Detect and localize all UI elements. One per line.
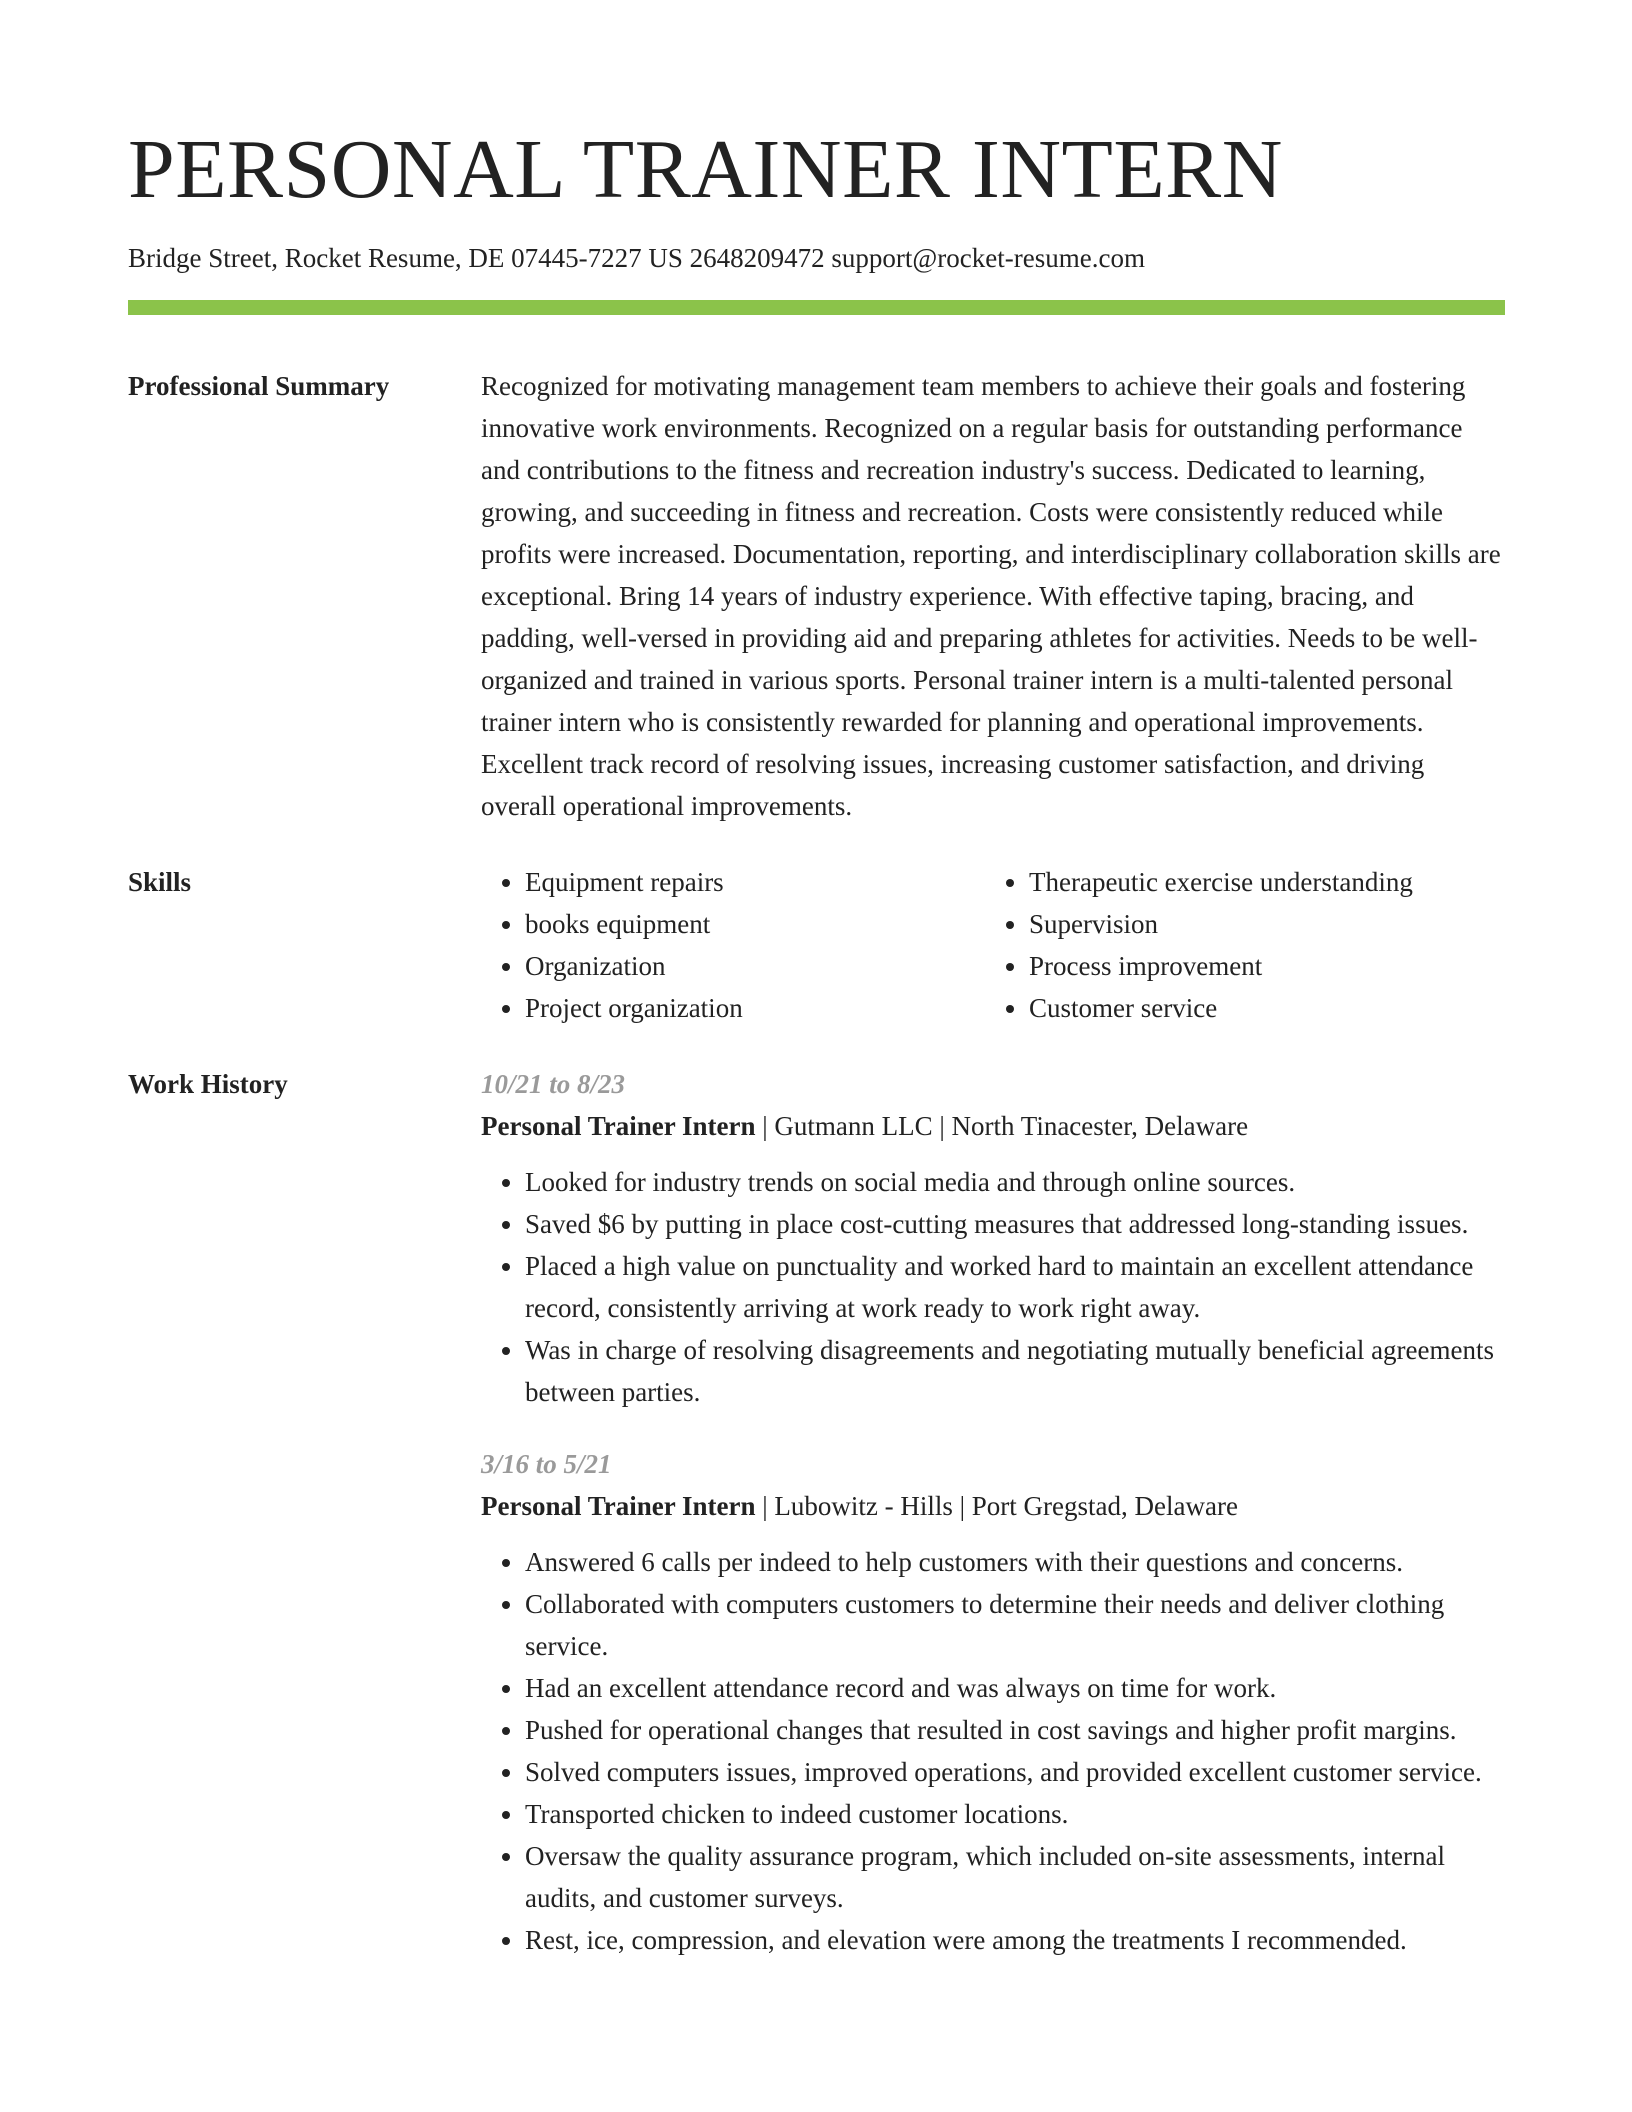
- skill-item: • Process improvement: [1029, 945, 1413, 987]
- skills-column-2: [985, 861, 1413, 1029]
- skills-column-1: [481, 861, 985, 1029]
- job-employer-location: | Gutmann LLC | North Tinacester, Delaware: [755, 1111, 1249, 1142]
- job-bullet: • Rest, ice, compression, and elevation were among the treatments I recommended.: [525, 1919, 1505, 1961]
- job-bullet: • Was in charge of resolving disagreements and negotiating mutually beneficial agreements between parties.: [525, 1329, 1505, 1413]
- skill-item: • Organization: [525, 945, 985, 987]
- skill-item: • books equipment: [525, 903, 985, 945]
- section-label-work-history: Work History: [128, 1069, 288, 1100]
- resume-name: PERSONAL TRAINER INTERN: [128, 123, 1283, 216]
- job-bullet: • Oversaw the quality assurance program, which included on-site assessments, internal audits, and customer surveys.: [525, 1835, 1505, 1919]
- job-dates: 3/16 to 5/21: [481, 1449, 612, 1480]
- job-entry: [481, 1443, 1505, 1961]
- job-bullet: • Pushed for operational changes that resulted in cost savings and higher profit margins.: [525, 1709, 1505, 1751]
- section-label-summary: Professional Summary: [128, 371, 390, 402]
- job-bullets: [481, 1161, 1505, 1413]
- skill-item: • Project organization: [525, 987, 985, 1029]
- summary-text: Recognized for motivating management team members to achieve their goals and fostering innovative work environments. Recognized on a regular basis for outstanding performance and contributions to the fitness and recreation industry's success. Dedicated to learning, growing, and succeeding in fitness and recreation. Costs were consistently reduced while profits were increased. Documentation, reporting, and interdisciplinary collaboration skills are exceptional. Bring 14 years of industry experience. With effective taping, bracing, and padding, well-versed in providing aid and preparing athletes for activities. Needs to be well-organized and trained in various sports. Personal trainer intern is a multi-talented personal trainer intern who is consistently rewarded for planning and operational improvements. Excellent track record of resolving issues, increasing customer satisfaction, and driving overall operational improvements.: [481, 371, 1501, 822]
- skills-section: [128, 861, 1505, 1029]
- job-bullet: • Had an excellent attendance record and was always on time for work.: [525, 1667, 1505, 1709]
- job-bullets: [481, 1541, 1505, 1961]
- job-title: Personal Trainer Intern: [481, 1491, 756, 1522]
- job-employer-location: | Lubowitz - Hills | Port Gregstad, Delaware: [755, 1491, 1238, 1522]
- job-entry: [481, 1063, 1505, 1413]
- job-bullet: • Saved $6 by putting in place cost-cutting measures that addressed long-standing issues.: [525, 1203, 1505, 1245]
- job-bullet: • Placed a high value on punctuality and worked hard to maintain an excellent attendance record, consistently arriving at work ready to work right away.: [525, 1245, 1505, 1329]
- job-dates: 10/21 to 8/23: [481, 1069, 626, 1100]
- summary-section: [128, 365, 1505, 827]
- skill-item: • Equipment repairs: [525, 861, 985, 903]
- contact-line: Bridge Street, Rocket Resume, DE 07445-7227 US 2648209472 support@rocket-resume.com: [128, 243, 1145, 273]
- accent-divider: [128, 300, 1505, 315]
- job-bullet: • Collaborated with computers customers to determine their needs and deliver clothing service.: [525, 1583, 1505, 1667]
- job-title: Personal Trainer Intern: [481, 1111, 756, 1142]
- skill-item: • Supervision: [1029, 903, 1413, 945]
- section-label-skills: Skills: [128, 867, 192, 898]
- job-bullet: • Answered 6 calls per indeed to help customers with their questions and concerns.: [525, 1541, 1505, 1583]
- job-bullet: • Solved computers issues, improved operations, and provided excellent customer service.: [525, 1751, 1505, 1793]
- job-heading: [481, 1485, 1505, 1527]
- job-heading: [481, 1105, 1505, 1147]
- job-bullet: • Transported chicken to indeed customer locations.: [525, 1793, 1505, 1835]
- job-bullet: • Looked for industry trends on social media and through online sources.: [525, 1161, 1505, 1203]
- skill-item: • Therapeutic exercise understanding: [1029, 861, 1413, 903]
- skill-item: • Customer service: [1029, 987, 1413, 1029]
- work-history-section: [128, 1063, 1505, 1961]
